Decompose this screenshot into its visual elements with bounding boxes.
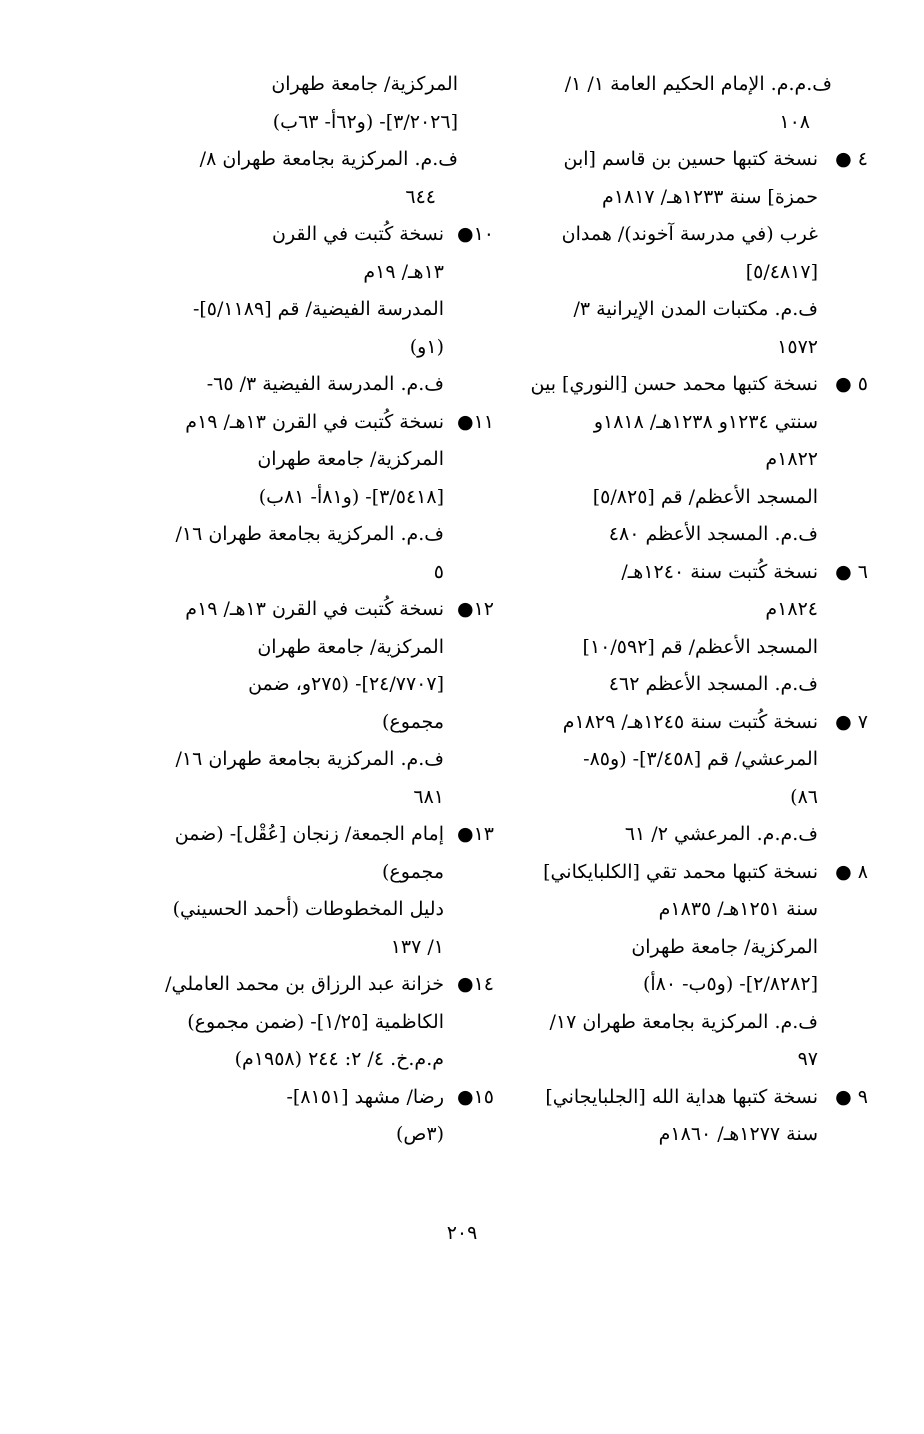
entry-number: ٥ ● <box>835 373 868 395</box>
text-line: نسخة كُتبت في القرن ١٣هـ/ ١٩م <box>185 410 444 433</box>
text-line: ف.م. مكتبات المدن الإيرانية ٣/ <box>573 298 818 320</box>
text-line: ٥ <box>433 560 444 583</box>
text-line: نسخة كُتبت في القرن <box>271 223 444 245</box>
text-line: دليل المخطوطات (أحمد الحسيني) <box>172 898 444 920</box>
text-line: ٦٤٤ <box>405 185 436 208</box>
manuscript-entry-5 <box>492 366 868 554</box>
text-line: نسخة كتبها هداية الله [الجلبايجاني] <box>545 1085 818 1108</box>
text-line: [٢٤/٧٧٠٧]- (٢٧٥و، ضمن <box>248 673 444 695</box>
entry-number: ٩ ● <box>835 1085 868 1108</box>
text-line: م.م.خ. ٤/ ٢: ٢٤٤ (١٩٥٨م) <box>234 1048 444 1070</box>
manuscript-entry-10 <box>108 216 494 404</box>
text-line: نسخة كُتبت سنة ١٢٤٠هـ/ <box>621 560 818 583</box>
text-line: [٢/٨٢٨٢]- (و٥ب- ٨٠أ) <box>642 973 818 995</box>
text-line: المركزية/ جامعة طهران <box>257 448 444 470</box>
text-line: ٩٧ <box>797 1048 818 1070</box>
text-line: ٨٦) <box>790 785 818 808</box>
text-line: ف.م.م. الإمام الحكيم العامة ١/ ١/ <box>564 73 832 95</box>
text-line: المسجد الأعظم/ قم [١٠/٥٩٢] <box>582 635 818 658</box>
entry-number: ١٠● <box>456 223 494 245</box>
text-line: ف.م. المركزية بجامعة طهران ١٧/ <box>549 1010 818 1033</box>
text-line: (١و) <box>409 335 444 358</box>
entry-number: ٨ ● <box>835 860 868 883</box>
text-line: ف.م. المركزية بجامعة طهران ١٦/ <box>175 523 444 545</box>
manuscript-entry-14 <box>108 966 494 1079</box>
text-line: [٣/٢٠٢٦]- (و٦٢أ- ٦٣ب) <box>272 110 458 133</box>
text-line: نسخة كُتبت في القرن ١٣هـ/ ١٩م <box>185 598 444 620</box>
manuscript-entry-4 <box>492 141 868 366</box>
entry-number: ١١● <box>456 410 494 433</box>
entry-number: ١٢● <box>456 598 494 620</box>
manuscript-entry-12 <box>108 591 494 816</box>
continued-entry <box>492 66 832 141</box>
text-line: ف.م. المسجد الأعظم ٤٦٢ <box>608 673 818 695</box>
text-line: ١٣هـ/ ١٩م <box>363 260 444 283</box>
text-line: ٦٨١ <box>413 785 444 808</box>
text-line: (٣ص) <box>395 1123 444 1145</box>
text-line: ١٥٧٢ <box>777 335 818 358</box>
manuscript-entry-15 <box>108 1079 494 1154</box>
text-line: ١٠٨ <box>779 110 810 133</box>
text-line: الكاظمية [١/٢٥]- (ضمن مجموع) <box>187 1010 444 1033</box>
text-line: سنة ١٢٧٧هـ/ ١٨٦٠م <box>658 1123 818 1145</box>
text-line: المركزية/ جامعة طهران <box>257 635 444 658</box>
text-line: سنتي ١٢٣٤و ١٢٣٨هـ/ ١٨١٨و <box>593 410 818 433</box>
entry-number: ٧ ● <box>835 710 868 733</box>
manuscript-entry-7 <box>492 704 868 854</box>
text-line: المسجد الأعظم/ قم [٥/٨٢٥] <box>592 485 818 508</box>
text-line: ف.م.م. المرعشي ٢/ ٦١ <box>624 823 818 845</box>
entry-number: ٦ ● <box>835 560 868 583</box>
text-line: ف.م. المسجد الأعظم ٤٨٠ <box>608 523 818 545</box>
manuscript-entry-9 <box>492 1079 868 1154</box>
left-column <box>108 66 494 1154</box>
text-line: [٥/٤٨١٧] <box>745 260 818 283</box>
text-line: مجموع) <box>382 710 444 733</box>
text-line: خزانة عبد الرزاق بن محمد العاملي/ <box>165 973 444 995</box>
text-line: المدرسة الفيضية/ قم [٥/١١٨٩]- <box>192 298 444 320</box>
entry-number: ٤ ● <box>835 148 868 170</box>
manuscript-entry-13 <box>108 816 494 966</box>
text-line: رضا/ مشهد [٨١٥١]- <box>286 1085 444 1108</box>
text-line: ف.م. المركزية بجامعة طهران ٨/ <box>199 148 458 170</box>
continued-entry <box>108 66 458 216</box>
entry-number: ١٣● <box>456 823 494 845</box>
manuscript-entry-6 <box>492 554 868 704</box>
entry-number: ١٥● <box>456 1085 494 1108</box>
text-line: ١٨٢٢م <box>765 448 818 470</box>
text-line: ١/ ١٣٧ <box>390 935 444 958</box>
text-line: نسخة كتبها حسين بن قاسم [ابن <box>563 148 818 170</box>
entry-number: ١٤● <box>456 973 494 995</box>
text-line: ف.م. المدرسة الفيضية ٣/ ٦٥- <box>206 373 444 395</box>
text-line: ١٨٢٤م <box>765 598 818 620</box>
text-line: نسخة كُتبت سنة ١٢٤٥هـ/ ١٨٢٩م <box>562 710 818 733</box>
text-line: ف.م. المركزية بجامعة طهران ١٦/ <box>175 748 444 770</box>
text-line: المرعشي/ قم [٣/٤٥٨]- (و٨٥- <box>583 748 818 770</box>
text-line: مجموع) <box>382 860 444 883</box>
text-line: سنة ١٢٥١هـ/ ١٨٣٥م <box>658 898 818 920</box>
manuscript-entry-8 <box>492 854 868 1079</box>
right-column <box>492 66 868 1154</box>
text-line: نسخة كتبها محمد حسن [النوري] بين <box>530 373 818 395</box>
text-line: نسخة كتبها محمد تقي [الكلبايكاني] <box>543 860 818 883</box>
page-number: ٢٠٩ <box>446 1222 478 1244</box>
manuscript-entry-11 <box>108 404 494 592</box>
text-line: إمام الجمعة/ زنجان [عُقْل]- (ضمن <box>174 823 444 845</box>
text-line: المركزية/ جامعة طهران <box>631 935 818 958</box>
text-line: [٣/٥٤١٨]- (و٨١أ- ٨١ب) <box>258 485 444 508</box>
text-line: غرب (في مدرسة آخوند)/ همدان <box>561 223 818 245</box>
text-line: المركزية/ جامعة طهران <box>271 73 458 95</box>
text-line: حمزة] سنة ١٢٣٣هـ/ ١٨١٧م <box>602 185 818 208</box>
